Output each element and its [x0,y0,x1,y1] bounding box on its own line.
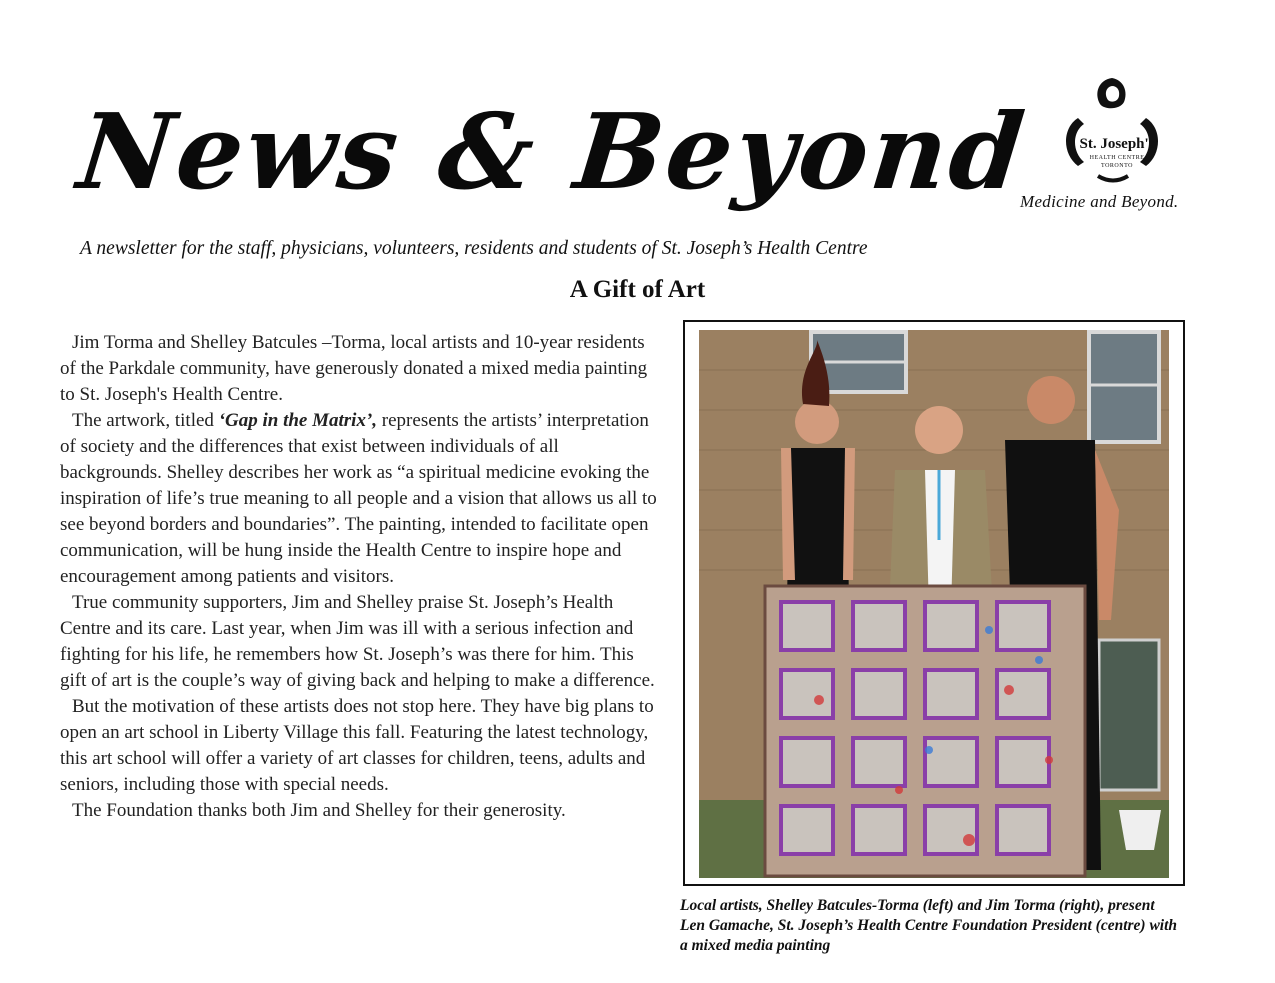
paragraph-3: True community supporters, Jim and Shelley praise St. Joseph’s Health Centre and its care. Last year, when Jim was ill with a serious infection and fighting for his life, he remembers how St. Joseph’s was there for him. This gift of art is the couple’s way of giving back and helping to make a difference. [60,592,655,691]
logo-sub-line2: TORONTO [1101,163,1133,169]
newsletter-subtitle: A newsletter for the staff, physicians, volunteers, residents and students of St. Joseph’s Health Centre [80,238,868,259]
article-body [60,330,660,824]
logo-emblem-icon [1048,70,1178,190]
artwork-title: ‘Gap in the Matrix’, [218,410,378,431]
photo-frame [683,320,1185,886]
photo-caption: Local artists, Shelley Batcules-Torma (left) and Jim Torma (right), present Len Gamache, St. Joseph’s Health Centre Foundation President (centre) with a mixed media painting [680,897,1178,954]
paragraph-2-intro: The artwork, titled [72,410,219,431]
paragraph-5: The Foundation thanks both Jim and Shelley for their generosity. [72,800,566,821]
paragraph-4: But the motivation of these artists does not stop here. They have big plans to open an art school in Liberty Village this fall. Featuring the latest technology, this art school will offer a variety of art classes for children, teens, adults and seniors, including those with special needs. [60,696,654,795]
artists-photo [699,330,1169,878]
st-josephs-logo [1010,70,1210,220]
newsletter-masthead: News & Beyond [72,90,1033,213]
logo-sub-line1: HEALTH CENTRE [1089,155,1145,161]
paragraph-1: Jim Torma and Shelley Batcules –Torma, local artists and 10-year residents of the Parkdale community, have generously donated a mixed media painting to St. Joseph's Health Centre. [60,332,648,405]
logo-name: St. Joseph's [1079,136,1155,152]
logo-tagline: Medicine and Beyond. [1020,192,1179,211]
paragraph-2-rest: represents the artists’ interpretation of society and the differences that exist between individuals of all backgrounds. Shelley describes her work as “a spiritual medicine evoking the inspiration of life’s true meaning to all people and a vision that allows us all to see beyond borders and boundaries”. The painting, intended to facilitate open communication, will be hung inside the Health Centre to inspire hope and encouragement among patients and visitors. [60,410,657,587]
article-title: A Gift of Art [569,276,706,303]
logo-subtext [1062,154,1172,170]
paragraph-2 [60,408,660,590]
